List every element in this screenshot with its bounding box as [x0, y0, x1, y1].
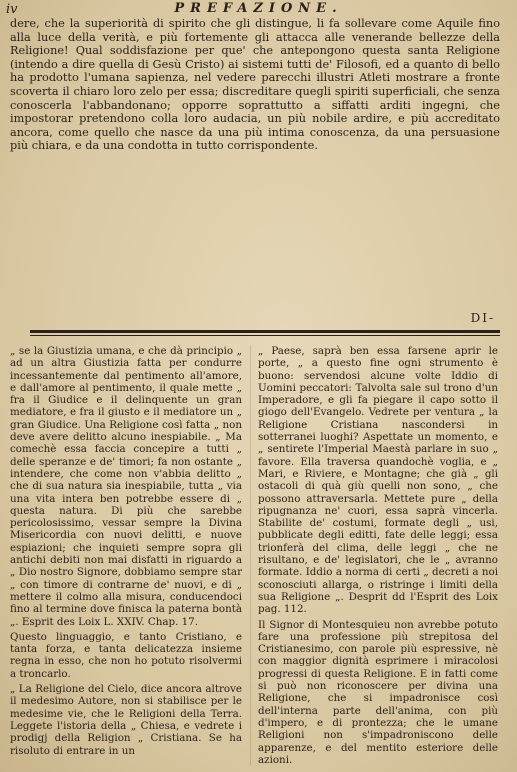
double-rule-thick	[30, 330, 500, 333]
footnote-left-column	[10, 345, 242, 760]
right-paragraph: „ Paese, saprà ben essa farsene aprir le porte, „ a questo fine ogni strumento è buono: servendosi alcune volte Iddio di Uomini peccatori: Talvolta sale sul trono d'un Imperadore, e gli fa piegare il capo sotto il giogo dell'Evangelo. Vedrete per ventura „ la Religione Cristiana nascondersi in sotterranei luoghi? Aspettate un momento, e „ sentirete l'Imperial Maestà parlare in suo „ favore. Ella traversa quandochè voglia, e „ Mari, e Riviere, e Montagne; che già „ gli ostacoli di quà giù quelli non sono, „ che possono attraversarla. Mettete pure „ della ripugnanza ne' cuori, essa saprà vincerla. Stabilite de' costumi, formate degli „ usi, pubblicate degli editti, fate delle leggi; essa trionferà del clima, delle leggi „ che ne risultano, e de' legislatori, che le „ avranno formate. Iddio a norma di certi „ decreti a noi sconosciuti allarga, o ristringe i limiti della sua Religione „. Desprit dd l'Esprit des Loix pag. 112.	[258, 345, 498, 616]
footnote-right-column	[258, 345, 498, 769]
double-rule-thin	[30, 335, 500, 336]
intro-paragraph: dere, che la superiorità di spirito che gli distingue, li fa sollevare come Aquile fino alla luce della verità, e più fortemente gli attacca alle venerande bellezze della Religione! Qual soddisfazione per que' che antepongono questa santa Religione (intendo a dire quella di Gesù Cristo) ai sistemi tutti de' Filosofi, ed a quanto di bello ha prodotto l'umana sapienza, nel vedere parecchi illustri Atleti mostrare a fronte scoverta il chiaro loro zelo per essa; discreditare quegli spiriti superficiali, che senza conoscerla l'abbandonano; opporre soprattutto a siffatti arditi ingegni, che impostorar pretendono colla loro audacia, un più nobile ardire, e più accreditato ancora, come quello che nasce da una più intima conoscenza, da una persuasione più chiara, e da una condotta in tutto corrispondente.	[10, 17, 500, 153]
left-paragraph: „ se la Giustizia umana, e che dà principio „ ad un altra Giustizia fatta per condurre incessantemente dal pentimento all'amore, e dall'amore al pentimento, il quale mette „ fra il Giudice e il delinquente un gran mediatore, e fra il giusto e il mediatore un „ gran Giudice. Una Religione così fatta „ non deve avere delitto alcuno inespiabile. „ Ma comechè essa faccia concepire a tutti „ delle speranze e de' timori; fa non ostante „ intendere, che come non v'abbia delitto „ che di sua natura sia inespiabile, tutta „ via una vita intera ben potrebbe essere di „ questa natura. Di più che sarebbe pericolosissimo, vessar sempre la Divina Misericordia con nuovi delitti, e nuove espiazioni; che inquieti sempre sopra gli antichi debiti non mai disfatti in riguardo a „ Dio nostro Signore, dobbiamo sempre star „ con timore di contrarne de' nuovi, e di „ mettere il colmo alla misura, conducendoci fino al termine dove finisca la paterna bontà „. Esprit des Loix L. XXIV. Chap. 17.	[10, 345, 242, 628]
running-title: PREFAZIONE.	[174, 1, 343, 16]
right-paragraph: Il Signor di Montesquieu non avrebbe potuto fare una professione più strepitosa del Cristianesimo, con parole più espressive, nè con maggior dignità esprimere i miracolosi progressi di questa Religione. E in fatti come si può non riconoscere per divina una Religione, che si impadronisce così dell'interna parte dell'anima, con più d'impero, e di prontezza; che le umane Religioni non s'impadroniscono delle apparenze, e del mentito esteriore delle azioni.	[258, 618, 498, 766]
left-paragraph: Questo linguaggio, e tanto Cristiano, e tanta forza, e tanta delicatezza insieme regna in esso, che non ho potuto risolvermi a troncarlo.	[10, 630, 242, 680]
catchword: DI-	[470, 311, 495, 325]
intro-text-block	[10, 17, 500, 153]
left-paragraph: „ La Religione del Cielo, dice ancora altrove il medesimo Autore, non si stabilisce per le medesime vie, che le Religioni della Terra. Leggete l'istoria della „ Chiesa, e vedrete i prodigj della Religion „ Cristiana. Se ha risoluto di entrare in un	[10, 683, 242, 757]
column-gutter	[250, 345, 251, 765]
page-number: iv	[6, 2, 18, 17]
